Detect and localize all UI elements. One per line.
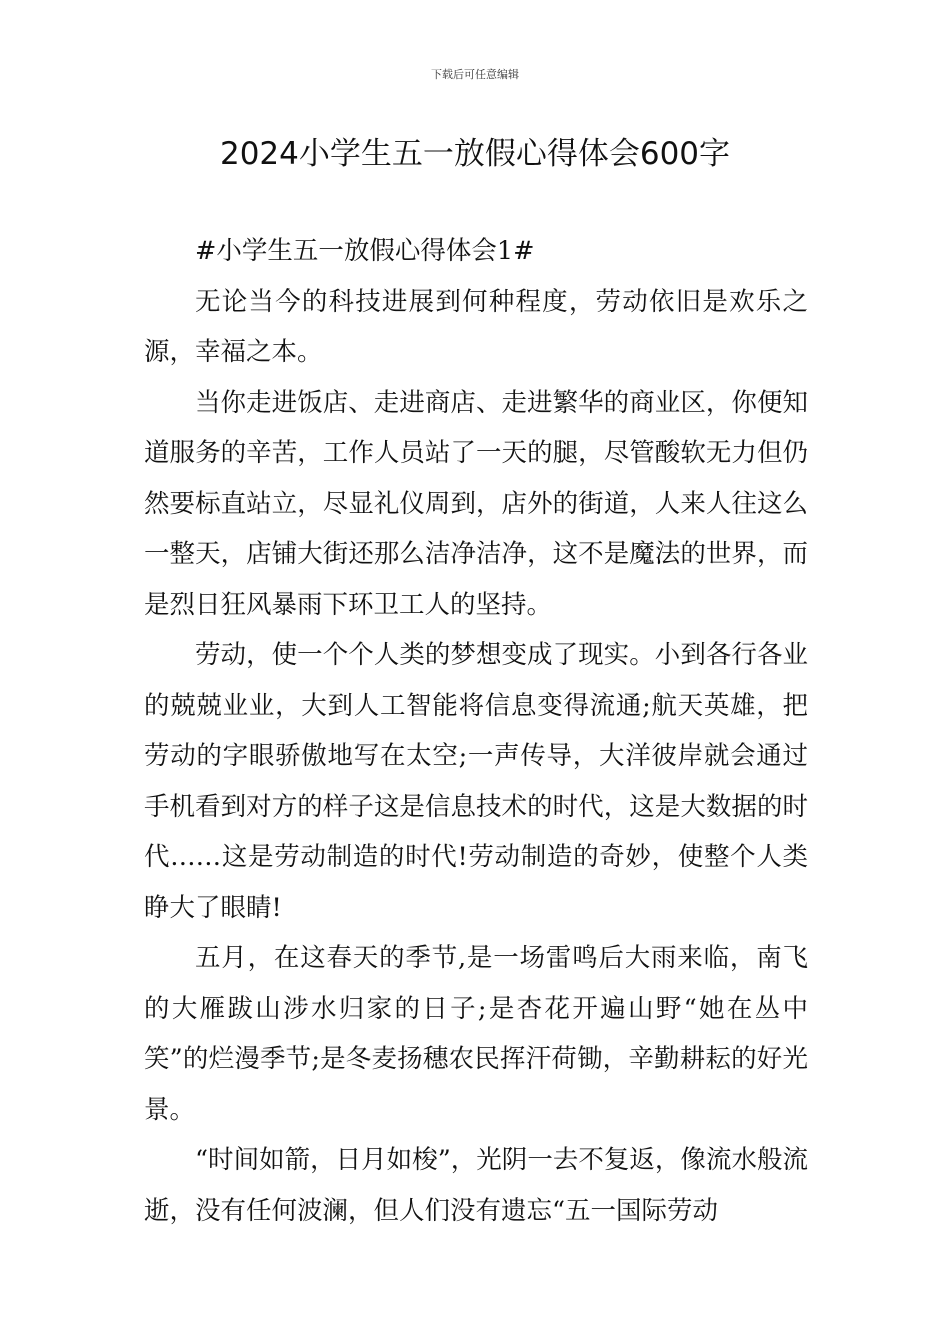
document-body	[144, 226, 808, 1236]
paragraph: 无论当今的科技进展到何种程度，劳动依旧是欢乐之源，幸福之本。	[144, 286, 808, 367]
paragraph: 五月，在这春天的季节,是一场雷鸣后大雨来临，南飞的大雁跋山涉水归家的日子;是杏花开遍山野“她在丛中笑”的烂漫季节;是冬麦扬穗农民挥汗荷锄，辛勤耕耘的好光景。	[144, 943, 808, 1125]
paragraph: “时间如箭，日月如梭”，光阴一去不复返，像流水般流逝，没有任何波澜，但人们没有遗忘“五一国际劳动	[144, 1145, 808, 1226]
document-title: 2024小学生五一放假心得体会600字	[219, 136, 731, 172]
paragraph: 当你走进饭店、走进商店、走进繁华的商业区，你便知道服务的辛苦，工作人员站了一天的腿，尽管酸软无力但仍然要标直站立，尽显礼仪周到，店外的街道，人来人往这么一整天，店铺大街还那么洁净洁净，这不是魔法的世界，而是烈日狂风暴雨下环卫工人的坚持。	[144, 387, 808, 620]
paragraph: 劳动，使一个个人类的梦想变成了现实。小到各行各业的兢兢业业，大到人工智能将信息变得流通;航天英雄，把劳动的字眼骄傲地写在太空;一声传导，大洋彼岸就会通过手机看到对方的样子这是信息技术的时代，这是大数据的时代……这是劳动制造的时代!劳动制造的奇妙，使整个人类睁大了眼睛!	[144, 640, 808, 923]
header-note: 下载后可任意编辑	[431, 68, 519, 81]
section-heading: #小学生五一放假心得体会1#	[195, 236, 535, 266]
